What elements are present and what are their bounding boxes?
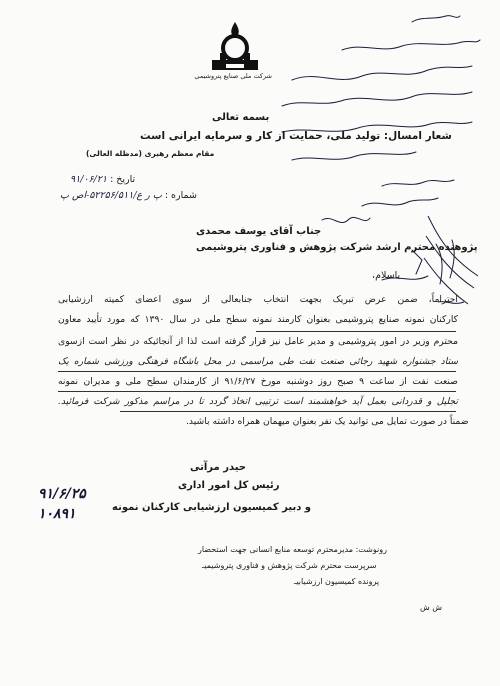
received-number: ۱۰۸۹۱ (38, 506, 76, 522)
underline-2 (58, 371, 456, 372)
body-line-5: صنعت نفت از ساعت ۹ صبح روز دوشنبه مورخ ۹۱/۶/۲۷ از کارمندان سطح ملی و مدیران نمونه (58, 376, 458, 387)
signatory-title-2: و دبیر کمیسیون ارزشیابی کارکنان نمونه (112, 502, 312, 513)
number-row (60, 190, 197, 201)
bismillah-heading: بسمه تعالی (212, 112, 270, 123)
underline-3 (58, 391, 456, 392)
body-line-7: ضمناً در صورت تمایل می توانید یک نفر بعنوان میهمان همراه داشته باشید. (186, 416, 469, 427)
body-line-2: کارکنان نمونه صنایع پتروشیمی بعنوان کارمند نمونه سطح ملی در سال ۱۳۹۰ که مورد تأیید معاون (58, 314, 458, 325)
signatory-title-1: رئیس کل امور اداری (178, 480, 280, 491)
cc-bullet: ـ (202, 561, 205, 570)
slogan-text: شعار امسال: تولید ملی، حمایت از کار و سرمایه ایرانی است (140, 130, 452, 142)
footer-code: ش ش (420, 603, 443, 612)
body-line-1: احتراماً، ضمن عرض تبریک بجهت انتخاب جنابعالی از سوی اعضای کمیته ارزشیابی (58, 294, 458, 305)
date-row (70, 174, 135, 185)
cc-bullet: ـ (294, 577, 297, 586)
body-line-4: ستاد جشنواره شهید رجائی صنعت نفت طی مراسمی در محل باشگاه فرهنگی ورزشی شماره یک (58, 356, 458, 367)
logo-caption: شرکت ملی صنایع پتروشیمی (194, 72, 272, 80)
body-line-6: تجلیل و قدردانی بعمل آید خواهشمند است ترتیبی اتخاذ گردد تا در مراسم مذکور شرکت فرمائید. (58, 396, 458, 407)
date-label: تاریخ : (110, 174, 136, 185)
number-label: شماره : (164, 190, 197, 201)
company-logo-icon (206, 20, 264, 80)
recipient-name: جناب آقای یوسف محمدی (196, 226, 322, 237)
underline-4 (120, 411, 456, 412)
underline-1 (256, 331, 456, 332)
greeting: باسلام، (372, 270, 401, 281)
cc-title: رونوشت: مدیرمحترم توسعه منابع انسانی جهت استحضار (198, 545, 387, 554)
number-value: پ ر ع/۵۲۲۵۶/۵۱۱-اص پ (60, 190, 162, 201)
signatory-name: حیدر مرآتی (190, 462, 247, 473)
cc-line-1 (198, 561, 376, 570)
cc-line-2-text: پرونده کمیسیون ارزشیابی (296, 577, 380, 586)
cc-line-1-text: سرپرست محترم شرکت پژوهش و فناوری پتروشیمی (204, 561, 377, 570)
slogan-attribution: مقام معظم رهبری (مدظله العالی) (86, 149, 215, 158)
date-value: ۹۱/۰۶/۲۱ (70, 174, 108, 185)
received-date: ۹۱/۶/۲۵ (38, 486, 86, 502)
body-line-3: محترم وزیر در امور پتروشیمی و مدیر عامل نیز قرار گرفته است لذا از آنجائیکه در نظر است ازسوی (58, 336, 458, 347)
recipient-title: پژوهنده محترم ارشد شرکت پژوهش و فناوری پتروشیمی (196, 242, 478, 253)
cc-line-2 (290, 577, 379, 586)
